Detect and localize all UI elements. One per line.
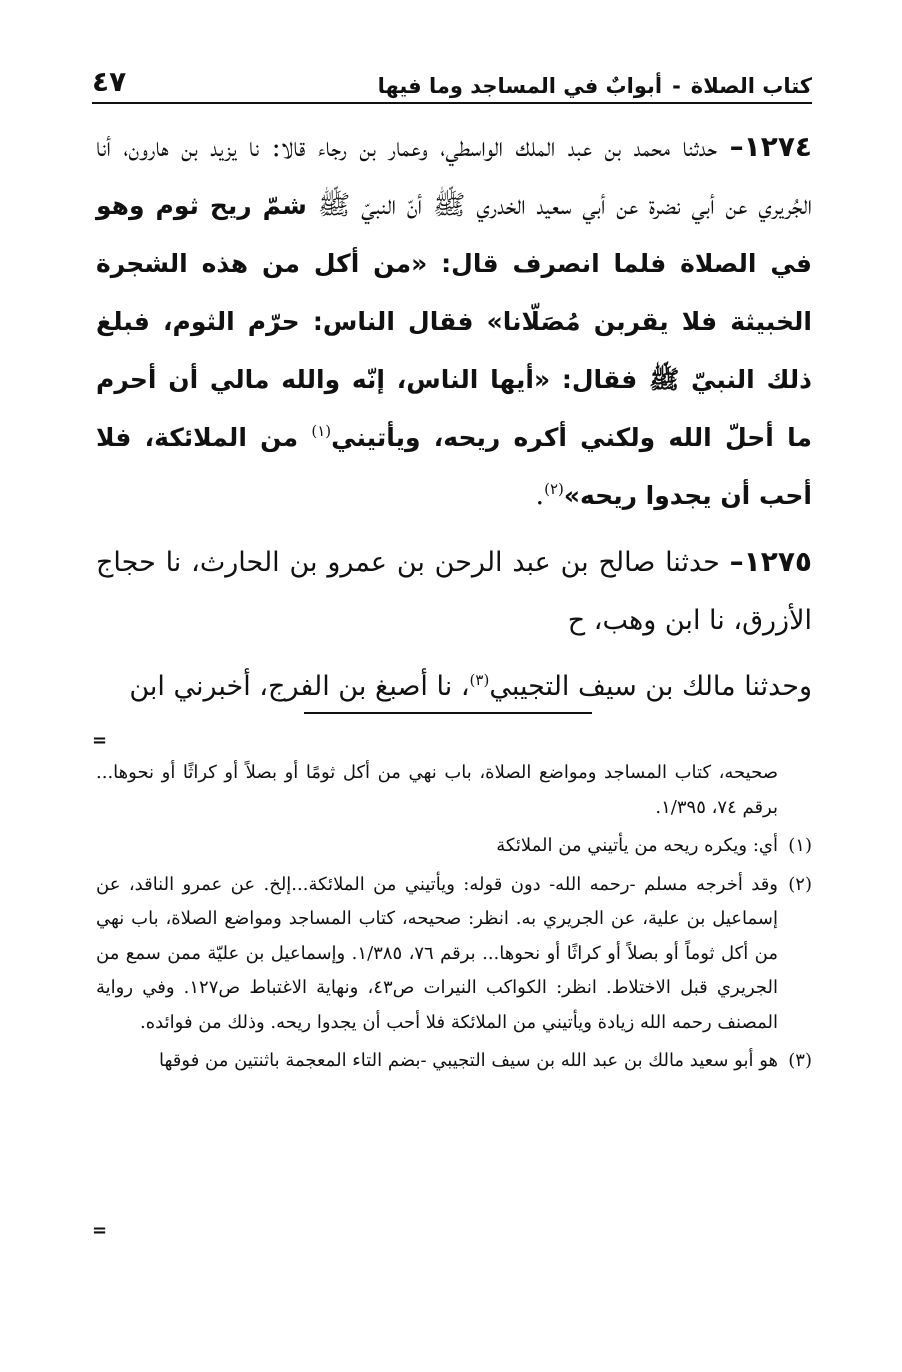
- page-number: ٤٧: [92, 65, 127, 98]
- hadith-1275-second-chain: [96, 658, 812, 716]
- footnote-ref-2[interactable]: (٢): [544, 480, 564, 498]
- hadith-dash: –: [729, 545, 744, 578]
- hadith-number: ١٢٧٤: [743, 130, 812, 163]
- hadith-matn: شمّ ريح ثوم وهو في الصلاة فلما انصرف قال: «من أكل من هذه الشجرة الخبيثة فلا يقربن مُصَلّانا» فقال الناس: حرّم الثوم، فبلغ ذلك النبيّ ﷺ فقال: «أيها الناس، إنّه والله مالي أن أحرم ما أحلّ الله ولكني أكره ريحه، ويأتيني: [96, 191, 812, 452]
- footnote-label: (٢): [788, 873, 812, 895]
- chain-text: وحدثنا مالك بن سيف التجيبي: [489, 671, 812, 702]
- footnote-label: (٣): [788, 1050, 812, 1071]
- header-chapter: أبوابٌ في المساجد وما فيها: [377, 74, 663, 98]
- footnote-text: هو أبو سعيد مالك بن عبد الله بن سيف التجيبي -بضم التاء المعجمة باثنتين من فوقها: [159, 1050, 778, 1071]
- footnote-2: [96, 868, 812, 1041]
- footnote-separator: [304, 712, 592, 714]
- chain-text-cont: ، نا أصبغ بن الفرج، أخبرني ابن: [129, 671, 470, 702]
- main-text: [96, 118, 812, 724]
- footnote-1: [96, 829, 812, 864]
- footnote-text: أي: ويكره ريحه من يأتيني من الملائكة: [496, 835, 778, 856]
- footnote-text: وقد أخرجه مسلم -رحمه الله- دون قوله: ويأتيني من الملائكة...إلخ. عن عمرو الناقد، عن إسماعيل بن علية، عن الجريري به. انظر: صحيحه، كتاب المساجد ومواضع الصلاة، باب نهي من أكل ثوماً أو بصلاً أو كراثًا أو نحوها... برقم ٧٦، ١/٣٨٥. وإسماعيل بن عليّة ممن سمع من الجريري قبل الاختلاط. انظر: الكواكب النيرات ص٤٣، ونهاية الاغتباط ص١٢٧. وفي رواية المصنف رحمه الله زيادة ويأتيني من الملائكة فلا أحب أن يجدوا ريحه. وذلك من فوائده.: [96, 873, 778, 1033]
- header-title: [378, 74, 812, 98]
- continuation-mark-bottom: =: [92, 1220, 108, 1241]
- footnote-continued: صحيحه، كتاب المساجد ومواضع الصلاة، باب نهي من أكل ثومًا أو بصلاً أو كراثًا أو نحوها... برقم ٧٤، ١/٣٩٥.: [96, 762, 778, 818]
- header-separator: -: [672, 74, 681, 98]
- hadith-dash: –: [729, 130, 744, 163]
- header-book: كتاب الصلاة: [690, 74, 812, 98]
- footnote-3: [96, 1044, 812, 1079]
- continuation-mark-top: =: [92, 730, 108, 751]
- hadith-1275: [96, 533, 812, 650]
- hadith-isnad: حدثنا محمد بن عبد الملك الواسطي، وعمار بن رجاء قالا: نا يزيد بن هارون، أنا الجُريري عن أبي نضرة عن أبي سعيد الخدري ﷺ أنّ النبيّ ﷺ: [96, 132, 812, 221]
- footnote-ref-3[interactable]: (٣): [469, 671, 490, 689]
- hadith-isnad: حدثنا صالح بن عبد الرحن بن عمرو بن الحارث، نا حجاج الأزرق، نا ابن وهب، ح: [96, 547, 812, 636]
- footnote-label: (١): [788, 835, 812, 856]
- hadith-matn-cont: من الملائكة، فلا أحب أن يجدوا ريحه»: [96, 423, 812, 510]
- hadith-number: ١٢٧٥: [743, 545, 812, 578]
- hadith-end: .: [535, 480, 545, 511]
- footnote-ref-1[interactable]: (١): [311, 422, 332, 440]
- hadith-1274: [96, 118, 812, 525]
- running-header: [92, 62, 812, 104]
- footnotes: [96, 756, 812, 1083]
